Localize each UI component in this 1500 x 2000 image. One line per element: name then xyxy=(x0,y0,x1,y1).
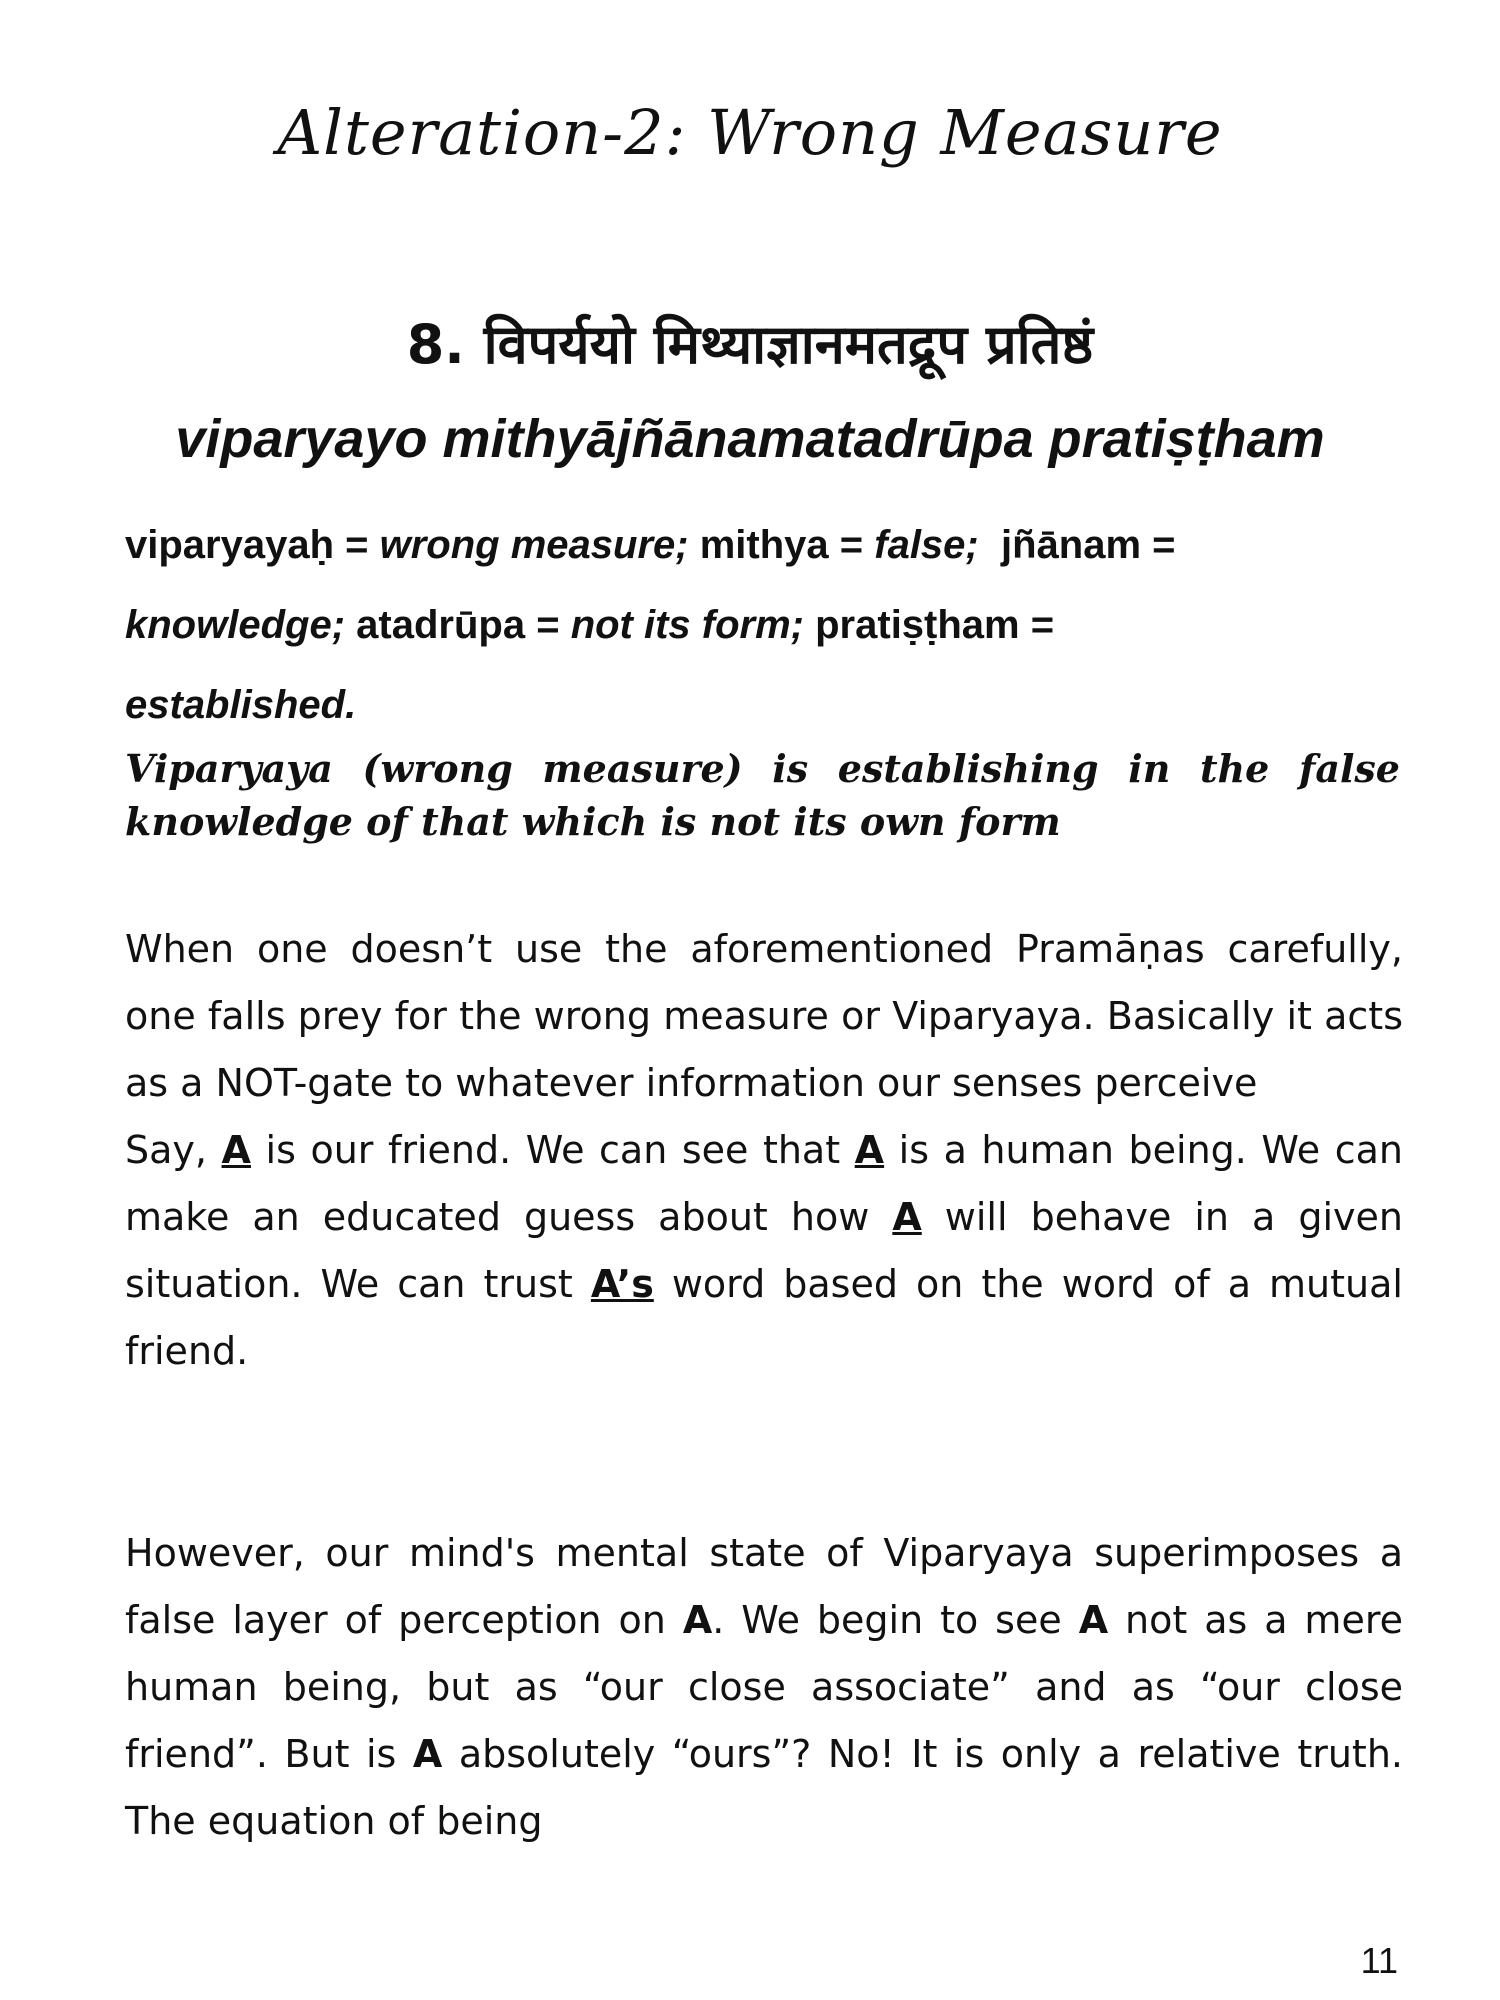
emphasis-a: A xyxy=(1078,1598,1109,1642)
text-segment: However, our mind's mental state of Viparyaya superimposes a false layer of perception on xyxy=(125,1531,1403,1642)
chapter-title: Alteration-2: Wrong Measure xyxy=(277,96,1223,169)
paragraph-1 xyxy=(125,916,1403,1385)
glossary-term: jñānam = xyxy=(1000,523,1176,567)
emphasis-a: A xyxy=(854,1128,885,1172)
paragraph-2-text xyxy=(125,1520,1403,1855)
emphasis-a: A xyxy=(412,1732,443,1776)
page-number: 11 xyxy=(1360,1940,1398,1981)
emphasis-a: A xyxy=(221,1128,251,1172)
word-glossary xyxy=(125,505,1400,745)
paragraph-1-example xyxy=(125,1117,1403,1385)
glossary-meaning: knowledge; xyxy=(125,603,346,647)
sutra-translation: Viparyaya (wrong measure) is establishing in the false knowledge of that which is not its own form xyxy=(125,746,1400,844)
glossary-meaning: wrong measure; xyxy=(379,523,689,567)
emphasis-a: A xyxy=(682,1598,713,1642)
emphasis-a: A xyxy=(892,1195,922,1239)
paragraph-1-intro: When one doesn’t use the aforementioned Pramāṇas carefully, one falls prey for the wrong measure or Viparyaya. Basically it acts as a NOT-gate to whatever information our senses perceive xyxy=(125,927,1403,1105)
text-segment: Say, xyxy=(125,1128,207,1172)
text-segment: is our friend. We can see that xyxy=(265,1128,841,1172)
glossary-meaning: established. xyxy=(125,683,357,727)
emphasis-a-possessive: A’s xyxy=(590,1262,654,1306)
text-segment: is a human being. We can make an educated guess about how xyxy=(125,1128,1403,1239)
glossary-term: atadrūpa = xyxy=(356,603,560,647)
sutra-devanagari: 8. विपर्ययो मिथ्याज्ञानमतद्रूप प्रतिष्ठं xyxy=(406,313,1094,376)
text-segment: not as a mere human being, but as “our close associate” and as “our close friend”. But is xyxy=(125,1598,1403,1776)
text-segment: will behave in a given situation. We can trust xyxy=(125,1195,1403,1306)
glossary-term: viparyayaḥ = xyxy=(125,523,369,567)
paragraph-2 xyxy=(125,1520,1403,1855)
text-segment: word based on the word of a mutual friend. xyxy=(125,1262,1403,1373)
text-segment: . We begin to see xyxy=(712,1598,1062,1642)
glossary-term: pratiṣṭham = xyxy=(815,603,1055,647)
glossary-term: mithya = xyxy=(699,523,864,567)
text-segment: absolutely “ours”? No! It is only a relative truth. The equation of being xyxy=(125,1732,1403,1843)
glossary-meaning: not its form; xyxy=(570,603,804,647)
glossary-meaning: false; xyxy=(874,523,979,567)
sutra-transliteration: viparyayo mithyājñānamatadrūpa pratiṣṭham xyxy=(175,409,1325,469)
